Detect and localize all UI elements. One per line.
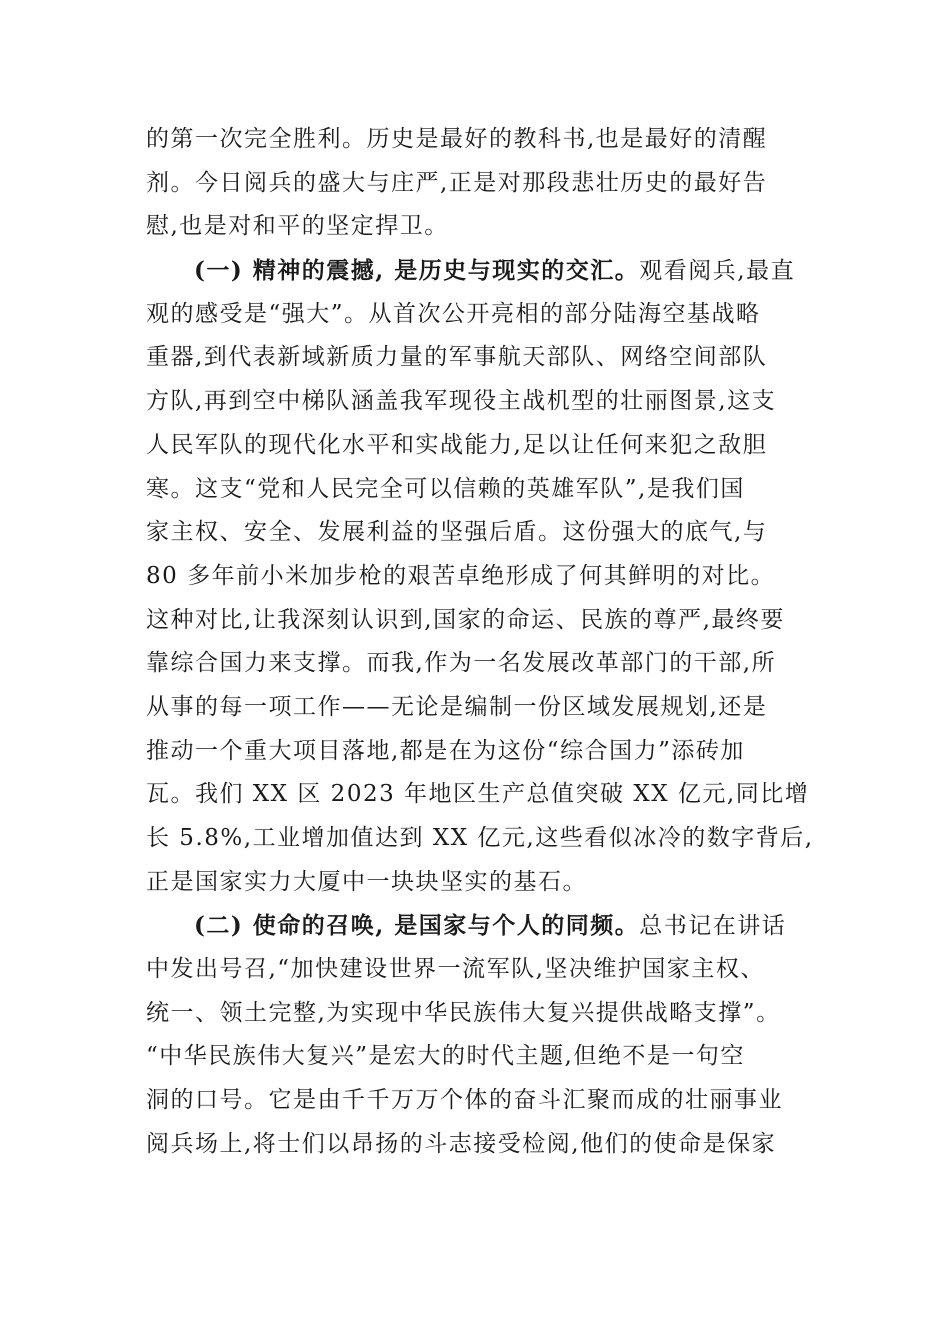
text-line: 从事的每一项工作——无论是编制一份区域发展规划,还是: [146, 693, 768, 720]
text-line: 观的感受是“强大”。从首次公开亮相的部分陆海空基战略: [146, 300, 761, 327]
text-line: 慰,也是对和平的坚定捍卫。: [146, 213, 449, 240]
section-2-first-line: [146, 904, 810, 948]
text-line: “中华民族伟大复兴”是宏大的时代主题,但绝不是一句空: [146, 1043, 745, 1070]
text-line: 靠综合国力来支撑。而我,作为一名发展改革部门的干部,所: [146, 650, 777, 677]
text-line: 长 5.8%,工业增加值达到 XX 亿元,这些看似冰冷的数字背后,: [146, 825, 814, 851]
text-line: 这种对比,让我深刻认识到,国家的命运、民族的尊严,最终要: [146, 606, 785, 633]
document-body: [146, 118, 814, 1167]
text-line: 寒。这支“党和人民完全可以信赖的英雄军队”,是我们国: [146, 475, 745, 502]
text-line: 的第一次完全胜利。历史是最好的教科书,也是最好的清醒: [146, 126, 768, 152]
text-line: 家主权、安全、发展利益的坚强后盾。这份强大的底气,与: [146, 519, 768, 546]
text-line: 80 多年前小米加步枪的艰苦卓绝形成了何其鲜明的对比。: [146, 562, 776, 589]
section-1-first-line: [146, 249, 810, 293]
text-line: 方队,再到空中梯队涵盖我军现役主战机型的壮丽图景,这支: [146, 388, 777, 415]
text-line: 统一、领土完整,为实现中华民族伟大复兴提供战略支撑”。: [146, 999, 781, 1026]
text-line-continuation: 观看阅兵,最直: [639, 258, 796, 285]
section-heading-1: (一) 精神的震撼, 是历史与现实的交汇。: [194, 257, 640, 285]
text-line: 剂。今日阅兵的盛大与庄严,正是对那段悲壮历史的最好告: [146, 169, 768, 196]
text-line-continuation: 总书记在讲话: [639, 913, 787, 940]
text-line: 重器,到代表新域新质力量的军事航天部队、网络空间部队: [146, 344, 768, 371]
text-line: 中发出号召,“加快建设世界一流军队,坚决维护国家主权、: [146, 956, 765, 983]
text-line: 阅兵场上,将士们以昂扬的斗志接受检阅,他们的使命是保家: [146, 1130, 777, 1157]
section-heading-2: (二) 使命的召唤, 是国家与个人的同频。: [194, 912, 640, 940]
text-line: 推动一个重大项目落地,都是在为这份“综合国力”添砖加: [146, 737, 745, 764]
text-line: 正是国家实力大厦中一块块坚实的基石。: [146, 868, 587, 895]
text-line: 洞的口号。它是由千千万万个体的奋斗汇聚而成的壮丽事业: [146, 1087, 783, 1114]
text-line: 人民军队的现代化水平和实战能力,足以让任何来犯之敌胆: [146, 431, 768, 458]
text-line: 瓦。我们 XX 区 2023 年地区生产总值突破 XX 亿元,同比增: [146, 781, 810, 808]
